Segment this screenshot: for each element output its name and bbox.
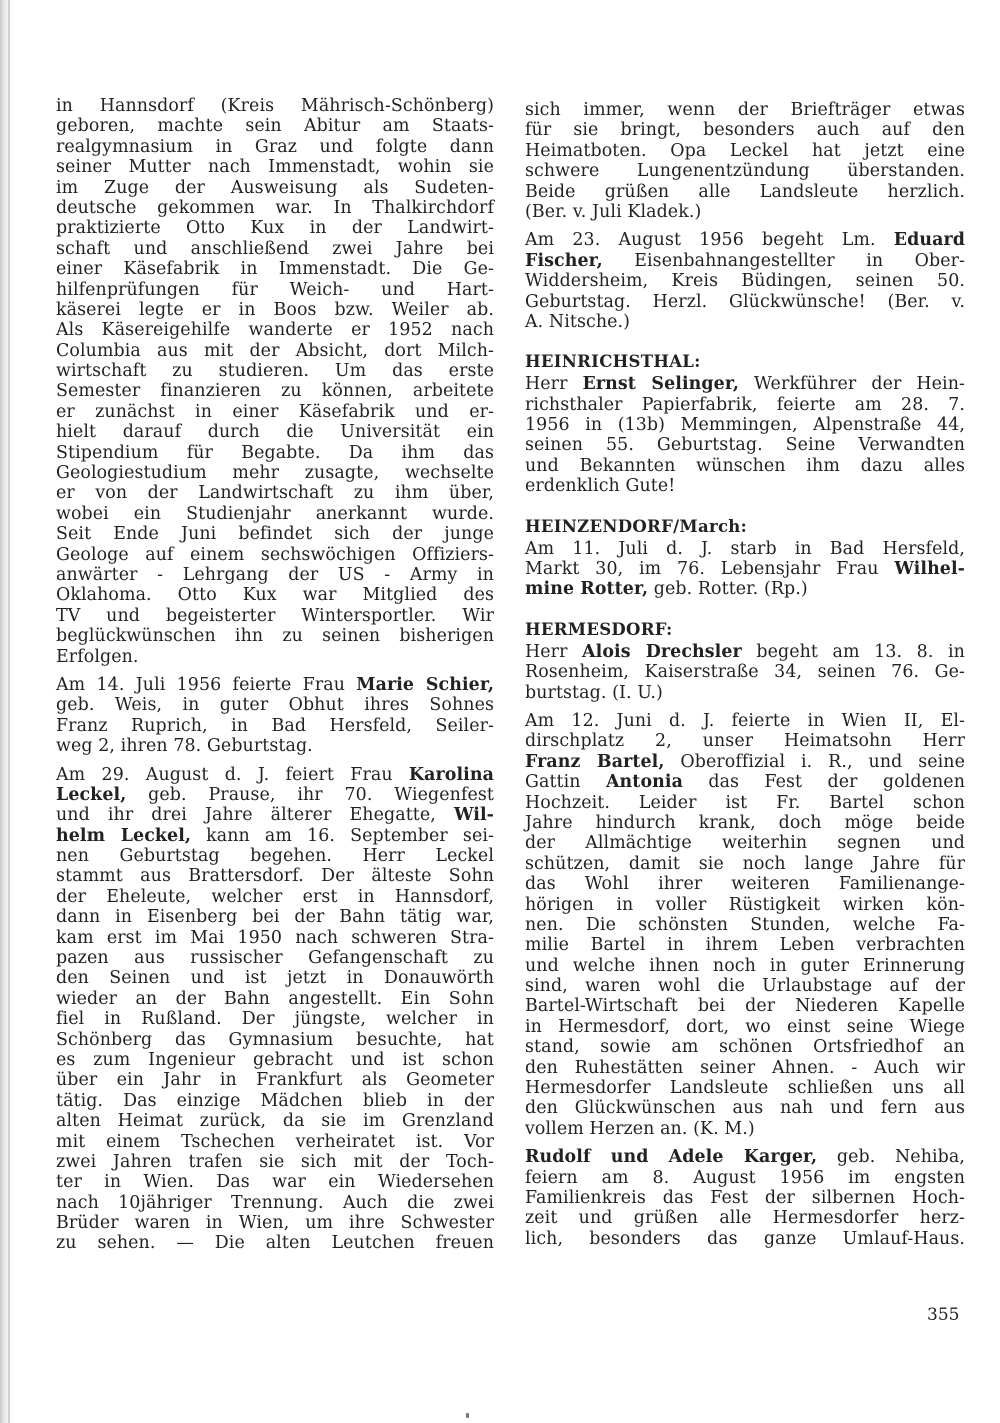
text-line: kam erst im Mai 1950 nach schweren Stra- — [56, 927, 494, 948]
text-line: Rosenheim, Kaiserstraße 34, seinen 76. Ge- — [525, 662, 965, 683]
text-line: lich, besonders das ganze Umlauf-Haus. — [525, 1228, 965, 1249]
section-gap — [525, 332, 965, 350]
text-line: wirtschaft zu studieren. Um das erste — [56, 361, 494, 382]
text-line: deutsche gekommen war. In Thalkirchdorf — [56, 197, 494, 218]
text-line: Familienkreis das Fest der silbernen Hoch- — [525, 1187, 965, 1208]
fischer-paragraph — [525, 230, 965, 332]
text-line: Franz Bartel, Oberoffizial i. R., und seine — [525, 751, 965, 772]
section-heading: HERMESDORF: — [525, 619, 673, 639]
person-name: Franz Bartel, — [525, 751, 665, 772]
text-line: er zunächst in einer Käsefabrik und er- — [56, 401, 494, 422]
text-line: Am 11. Juli d. J. starb in Bad Hersfeld, — [525, 538, 965, 559]
paragraph-gap — [525, 1139, 965, 1147]
text-line: den Glückwünschen aus nah und fern aus — [525, 1098, 965, 1119]
text-line: Markt 30, im 76. Lebensjahr Frau Wilhel- — [525, 559, 965, 580]
text-line: alten Heimat zurück, da sie im Grenzland — [56, 1111, 494, 1132]
leckel-continuation-paragraph — [525, 100, 965, 222]
text-line: geb. Weis, in guter Obhut ihres Sohnes — [56, 695, 494, 716]
text-line: und Bekannten wünschen ihm dazu alles — [525, 455, 965, 476]
text-line: den Ruhestätten seiner Ahnen. - Auch wir — [525, 1057, 965, 1078]
text-line: Schönberg das Gymnasium besuchte, hat — [56, 1029, 494, 1050]
otto-kux-paragraph — [56, 96, 494, 667]
text-line: feiern am 8. August 1956 im engsten — [525, 1167, 965, 1188]
text-line: stand, sowie am schönen Ortsfriedhof an — [525, 1037, 965, 1058]
text-line: erdenklich Gute! — [525, 476, 676, 497]
scan-binding-line — [8, 0, 10, 1423]
text-line: und ihr drei Jahre älterer Ehegatte, Wil- — [56, 805, 494, 826]
text-line: nach 10jähriger Trennung. Auch die zwei — [56, 1192, 494, 1213]
text-line: Heimatboten. Opa Leckel hat jetzt eine — [525, 140, 965, 161]
text-line: realgymnasium in Graz und folgte dann — [56, 136, 494, 157]
text-line: Brüder waren in Wien, um ihre Schwester — [56, 1213, 494, 1234]
section-heading: HEINZENDORF/March: — [525, 516, 747, 536]
section-gap — [525, 600, 965, 618]
text-line: in Hannsdorf (Kreis Mährisch-Schönberg) — [56, 96, 494, 116]
text-line: Jahre hindurch krank, doch möge beide — [525, 812, 965, 833]
text-line: milie Bartel in ihrem Leben verbrachten — [525, 935, 965, 956]
person-name: Karolina — [408, 764, 494, 785]
text-line: Gattin Antonia das Fest der goldenen — [525, 772, 965, 793]
text-line: zu sehen. — Die alten Leutchen freuen — [56, 1233, 494, 1254]
text-line: Columbia aus mit der Absicht, dort Milch- — [56, 340, 494, 361]
text-line: Am 14. Juli 1956 feierte Frau Marie Schier, — [56, 674, 494, 695]
karger-paragraph — [525, 1147, 965, 1249]
text-line: anwärter - Lehrgang der US - Army in — [56, 564, 494, 585]
section-heading: HEINRICHSTHAL: — [525, 352, 701, 372]
text-line: Bartel-Wirtschaft bei der Niederen Kapelle — [525, 996, 965, 1017]
text-line: Erfolgen. — [56, 646, 139, 667]
scan-binding-shadow — [0, 0, 12, 1423]
text-line: Am 23. August 1956 begeht Lm. Eduard — [525, 230, 965, 251]
text-line: A. Nitsche.) — [525, 311, 631, 332]
text-line: und welche ihnen noch in guter Erinnerung — [525, 955, 965, 976]
text-line: zeit und grüßen alle Hermesdorfer herz- — [525, 1208, 965, 1229]
person-name: mine Rotter, — [525, 579, 649, 600]
person-name: Antonia — [605, 772, 683, 793]
text-line: helm Leckel, kann am 16. September sei- — [56, 825, 494, 846]
scan-speck — [466, 1413, 469, 1418]
text-line: sich immer, wenn der Briefträger etwas — [525, 100, 965, 120]
section-gap — [525, 497, 965, 515]
text-line: 1956 in (13b) Memmingen, Alpenstraße 44, — [525, 415, 965, 436]
drechsler-paragraph — [525, 642, 965, 703]
person-name: Ernst Selinger, — [582, 374, 739, 395]
text-line: geboren, machte sein Abitur am Staats- — [56, 116, 494, 137]
text-line: seiner Mutter nach Immenstadt, wohin sie — [56, 157, 494, 178]
paragraph-gap — [525, 703, 965, 711]
text-line: Herr Ernst Selinger, Werkführer der Hein- — [525, 374, 965, 395]
text-line: Geburtstag. Herzl. Glückwünsche! (Ber. v. — [525, 291, 965, 312]
text-line: (Ber. v. Juli Kladek.) — [525, 201, 702, 222]
text-line: wieder an der Bahn angestellt. Ein Sohn — [56, 988, 494, 1009]
paragraph-gap — [525, 222, 965, 230]
text-line: hielt darauf durch die Universität ein — [56, 422, 494, 443]
text-line: ter in Wien. Das war ein Wiedersehen — [56, 1172, 494, 1193]
text-line: seinen 55. Geburtstag. Seine Verwandten — [525, 435, 965, 456]
text-line: stammt aus Brattersdorf. Der älteste Sohn — [56, 866, 494, 887]
text-line: Oklahoma. Otto Kux war Mitglied des — [56, 585, 494, 606]
text-line: den Seinen und ist jetzt in Donauwörth — [56, 968, 494, 989]
person-name: Eduard — [893, 230, 965, 251]
section-heinzendorf — [525, 515, 965, 600]
text-line: Seit Ende Juni befindet sich der junge — [56, 524, 494, 545]
text-line: Beide grüßen alle Landsleute herzlich. — [525, 181, 965, 202]
text-line: vollem Herzen an. (K. M.) — [525, 1118, 755, 1139]
left-column — [56, 96, 494, 1254]
text-line: Stipendium für Begabte. Da ihm das — [56, 442, 494, 463]
paragraph-gap — [56, 757, 494, 765]
text-line: Widdersheim, Kreis Büdingen, seinen 50. — [525, 271, 965, 292]
text-line: beglückwünschen ihn zu seinen bisherigen — [56, 626, 494, 647]
person-name: Wilhel- — [894, 559, 965, 580]
text-line: weg 2, ihren 78. Geburtstag. — [56, 736, 313, 757]
leckel-paragraph — [56, 765, 494, 1254]
text-line: er von der Landwirtschaft zu ihm über, — [56, 483, 494, 504]
text-line: nen. Die schönsten Stunden, welche Fa- — [525, 914, 965, 935]
person-name: Rudolf und Adele Karger, — [525, 1147, 818, 1168]
text-line: sind, waren wohl die Urlaubstage auf der — [525, 976, 965, 997]
text-line: Am 12. Juni d. J. feierte in Wien II, El- — [525, 710, 965, 731]
text-line: schwere Lungenentzündung überstanden. — [525, 161, 965, 182]
text-line: tätig. Das einzige Mädchen blieb in der — [56, 1090, 494, 1111]
section-hermesdorf — [525, 618, 965, 1249]
text-line: schützen, damit sie noch lange Jahre für — [525, 853, 965, 874]
text-line: hilfenprüfungen für Weich- und Hart- — [56, 279, 494, 300]
text-line: richsthaler Papierfabrik, feierte am 28. 7. — [525, 394, 965, 415]
text-line: Franz Ruprich, in Bad Hersfeld, Seiler- — [56, 715, 494, 736]
person-name: Wil- — [453, 805, 494, 826]
text-line: dirschplatz 2, unser Heimatsohn Herr — [525, 731, 965, 752]
text-line: schaft und anschließend zwei Jahre bei — [56, 238, 494, 259]
text-line: nen Geburtstag begehen. Herr Leckel — [56, 846, 494, 867]
text-line: Geologiestudium mehr zusagte, wechselte — [56, 463, 494, 484]
text-line: Herr Alois Drechsler begeht am 13. 8. in — [525, 641, 965, 662]
text-line: der Eheleute, welcher erst in Hannsdorf, — [56, 886, 494, 907]
text-line: Am 29. August d. J. feiert Frau Karolina — [56, 764, 494, 785]
text-line: einer Käsefabrik in Immenstadt. Die Ge- — [56, 259, 494, 280]
text-line: fiel in Rußland. Der jüngste, welcher in — [56, 1009, 494, 1030]
text-line: hörigen in voller Rüstigkeit wirken kön- — [525, 894, 965, 915]
text-line: Hochzeit. Leider ist Fr. Bartel schon — [525, 792, 965, 813]
text-line: mit einem Tschechen verheiratet ist. Vor — [56, 1131, 494, 1152]
paragraph-gap — [56, 667, 494, 675]
text-line: TV und begeisterter Wintersportler. Wir — [56, 605, 494, 626]
text-line: im Zuge der Ausweisung als Sudeten- — [56, 177, 494, 198]
person-name: Fischer, — [525, 250, 603, 271]
right-column — [525, 100, 965, 1249]
text-line: Als Käsereigehilfe wanderte er 1952 nach — [56, 320, 494, 341]
text-line: wobei ein Studienjahr anerkannt wurde. — [56, 503, 494, 524]
text-line: burtstag. (I. U.) — [525, 682, 663, 703]
text-line: über ein Jahr in Frankfurt als Geometer — [56, 1070, 494, 1091]
text-line: für sie bringt, besonders auch auf den — [525, 120, 965, 141]
page-number: 355 — [927, 1305, 960, 1325]
text-line: in Hermesdorf, dort, wo einst seine Wiege — [525, 1016, 965, 1037]
text-line: Rudolf und Adele Karger, geb. Nehiba, — [525, 1147, 965, 1168]
bartel-paragraph — [525, 711, 965, 1139]
text-line: Leckel, geb. Prause, ihr 70. Wiegenfest — [56, 784, 494, 805]
person-name: helm Leckel, — [56, 825, 192, 846]
text-line: pazen aus russischer Gefangenschaft zu — [56, 948, 494, 969]
section-heinrichsthal — [525, 350, 965, 496]
text-line: dann in Eisenberg bei der Bahn tätig war, — [56, 907, 494, 928]
marie-schier-paragraph — [56, 675, 494, 757]
text-line: mine Rotter, geb. Rotter. (Rp.) — [525, 579, 808, 600]
person-name: Marie Schier, — [356, 674, 494, 695]
text-line: Semester finanzieren zu können, arbeitete — [56, 381, 494, 402]
text-line: das Wohl ihrer weiteren Familienange- — [525, 874, 965, 895]
person-name: Leckel, — [56, 784, 127, 805]
text-line: zwei Jahren trafen sie sich mit der Toch- — [56, 1151, 494, 1172]
text-line: Fischer, Eisenbahnangestellter in Ober- — [525, 250, 965, 271]
person-name: Alois Drechsler — [582, 641, 742, 662]
text-line: der Allmächtige weiterhin segnen und — [525, 833, 965, 854]
text-line: Geologe auf einem sechswöchigen Offiziers- — [56, 544, 494, 565]
text-line: es zum Ingenieur gebracht und ist schon — [56, 1049, 494, 1070]
text-line: käserei legte er in Boos bzw. Weiler ab. — [56, 299, 494, 320]
text-line: Hermesdorfer Landsleute schließen uns all — [525, 1078, 965, 1099]
text-line: praktizierte Otto Kux in der Landwirt- — [56, 218, 494, 239]
